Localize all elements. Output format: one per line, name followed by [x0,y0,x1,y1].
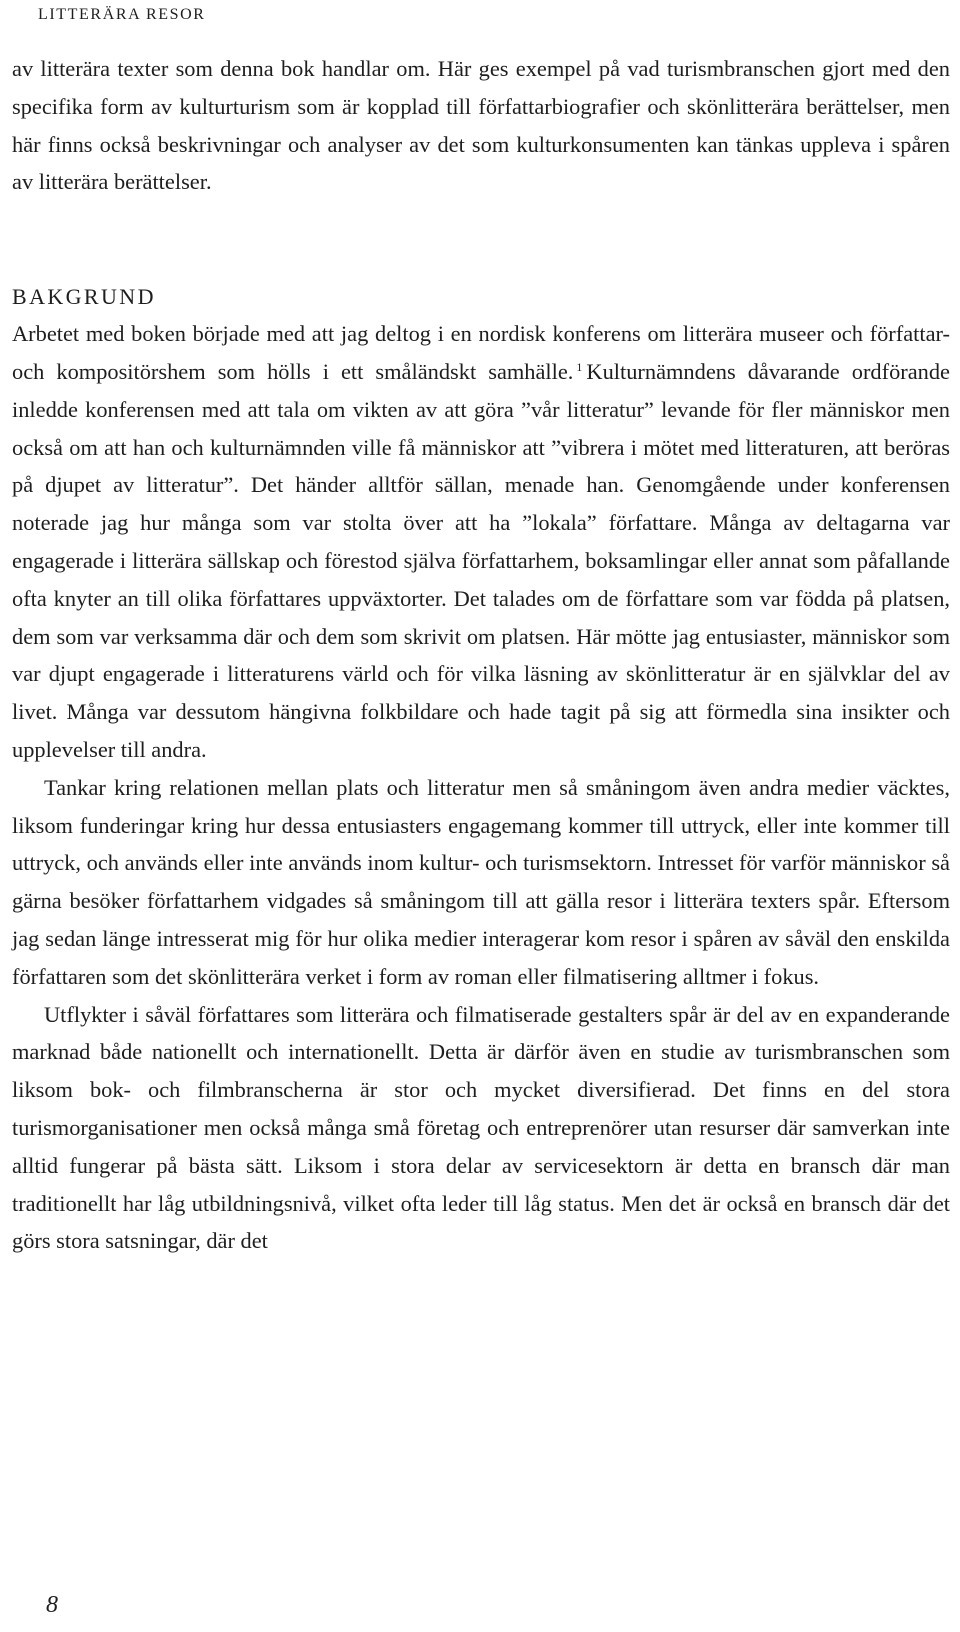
footnote-reference[interactable]: 1 [576,359,583,374]
section-paragraph-1 [12,315,950,769]
page-body [12,50,950,1260]
section-paragraph-3: Utflykter i såväl författares som litterära och filmatiserade gestalters spår är del av en expanderande marknad både nationellt och internationellt. Detta är därför även en studie av turismbranschen som liksom bok- och filmbranscherna är stor och mycket diversifierad. Det finns en del stora turismorganisationer men också många små företag och entreprenörer utan resurser där samverkan inte alltid fungerar på bästa sätt. Liksom i stora delar av servicesektorn är detta en bransch där man traditionellt har låg utbildningsnivå, vilket ofta leder till låg status. Men det är också en bransch där det görs stora satsningar, där det [12,1001,950,1254]
section-heading: BAKGRUND [12,284,156,310]
running-head: LITTERÄRA RESOR [38,6,206,23]
paragraph-1-rest: Kulturnämndens dåvarande ordförande inledde konferensen med att tala om vikten av att göra ”vår litteratur” levande för fler människor men också om att han och kulturnämnden ville få människor att ”vibrera i mötet med litteraturen, att beröras på djupet av litteratur”. Det händer alltför sällan, menade han. Genomgående under konferensen noterade jag hur många som var stolta över att ha ”lokala” författare. Många av deltagarna var engagerade i litterära sällskap och förestod själva författarhem, boksamlingar eller annat som påfallande ofta knyter an till olika författares uppväxtorter. Det talades om de författare som var födda på platsen, dem som var verksamma där och dem som skrivit om platsen. Här mötte jag entusiaster, människor som var djupt engagerade i litteraturens värld och för vilka läsning av skönlitteratur är en självklar del av livet. Många var dessutom hängivna folkbildare och hade tagit på sig att förmedla sina insikter och upplevelser till andra. [12,358,950,762]
section-paragraph-2: Tankar kring relationen mellan plats och litteratur men så småningom även andra medier väcktes, liksom funderingar kring hur dessa entusiasters engagemang kommer till uttryck, eller inte kommer till uttryck, och används eller inte används inom kultur- och turismsektorn. Intresset för varför människor så gärna besöker författarhem vidgades så småningom till att gälla resor i litterära texters spår. Eftersom jag sedan länge intresserat mig för hur olika medier interagerar kom resor i spåren av såväl den enskilda författaren som det skönlitterära verket i form av roman eller filmatisering alltmer i fokus. [12,774,950,989]
page-number: 8 [46,1592,58,1618]
paragraph-1-start: Arbetet med boken började med att jag deltog i en nordisk konferens om litterära museer och författar- och kompositörshem som hölls i ett småländskt samhälle. [12,321,950,384]
intro-paragraph: av litterära texter som denna bok handlar om. Här ges exempel på vad turismbranschen gjort med den specifika form av kulturturism som är kopplad till författarbiografier och skönlitterära berättelser, men här finns också beskrivningar och analyser av det som kulturkonsumenten kan tänkas uppleva i spåren av litterära berättelser. [12,56,950,195]
